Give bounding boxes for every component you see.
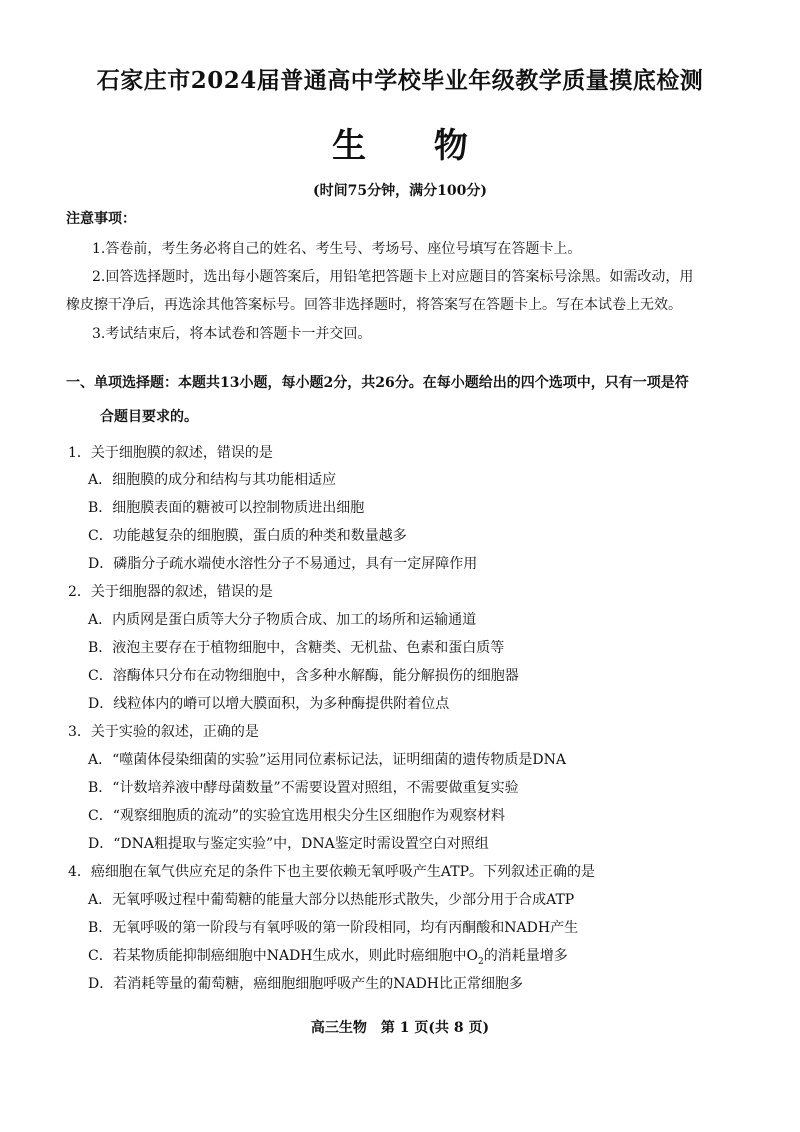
question-2-option-d: D．线粒体内的嵴可以增大膜面积，为多种酶提供附着位点 [88,696,450,712]
notice-item-2-line-2: 橡皮擦干净后，再选涂其他答案标号。回答非选择题时，将答案写在答题卡上。写在本试卷上无效。 [66,297,682,313]
oxygen-subscript: 2 [477,956,484,967]
question-1-option-a: A．细胞膜的成分和结构与其功能相适应 [88,472,337,488]
question-3-option-c: C．“观察细胞质的流动”的实验宜选用根尖分生区细胞作为观察材料 [88,808,506,824]
section-heading-line-2: 合题目要求的。 [100,409,198,425]
subject-title: 生 物 [332,126,496,166]
question-2-option-c: C．溶酶体只分布在动物细胞中，含多种水解酶，能分解损伤的细胞器 [88,668,519,684]
exam-title: 石家庄市2024届普通高中学校毕业年级教学质量摸底检测 [96,67,704,94]
time-info: (时间75分钟，满分100分) [313,183,487,199]
question-4-option-b: B．无氧呼吸的第一阶段与有氧呼吸的第一阶段相同，均有丙酮酸和NADH产生 [88,920,579,936]
question-2-option-b: B．液泡主要存在于植物细胞中，含糖类、无机盐、色素和蛋白质等 [88,640,505,656]
question-3-option-b: B．“计数培养液中酵母菌数量”不需要设置对照组，不需要做重复实验 [88,780,519,796]
question-4-option-c-tail: 的消耗量增多 [483,948,568,964]
question-2-option-a: A．内质网是蛋白质等大分子物质合成、加工的场所和运输通道 [88,612,477,628]
notice-item-1: 1.答卷前，考生务必将自己的姓名、考生号、考场号、座位号填写在答题卡上。 [92,241,582,257]
question-2-stem: 2．关于细胞器的叙述，错误的是 [68,584,273,600]
section-heading-line-1: 一、单项选择题：本题共13小题，每小题2分，共26分。在每小题给出的四个选项中，只有一项是符 [66,375,689,391]
notice-heading: 注意事项： [66,211,136,227]
question-4-stem: 4．癌细胞在氧气供应充足的条件下也主要依赖无氧呼吸产生ATP。下列叙述正确的是 [68,864,596,880]
question-3-option-a: A．“噬菌体侵染细菌的实验”运用同位素标记法，证明细菌的遗传物质是DNA [88,752,567,768]
question-3-option-d: D．“DNA粗提取与鉴定实验”中，DNA鉴定时需设置空白对照组 [88,836,489,852]
question-1-stem: 1．关于细胞膜的叙述，错误的是 [68,445,273,461]
question-4-option-c [88,945,568,967]
question-4-option-a: A．无氧呼吸过程中葡萄糖的能量大部分以热能形式散失，少部分用于合成ATP [88,892,575,908]
question-3-stem: 3．关于实验的叙述，正确的是 [68,724,259,740]
question-1-option-d: D．磷脂分子疏水端使水溶性分子不易通过，具有一定屏障作用 [88,556,478,572]
question-1-option-c: C．功能越复杂的细胞膜，蛋白质的种类和数量越多 [88,528,407,544]
question-4-option-c-text: C．若某物质能抑制癌细胞中NADH生成水，则此时癌细胞中O [88,948,478,964]
notice-item-2-line-1: 2.回答选择题时，选出每小题答案后，用铅笔把答题卡上对应题目的答案标号涂黑。如需改动，用 [92,269,694,285]
page-footer: 高三生物 第 1 页(共 8 页) [310,1020,490,1036]
notice-item-3: 3.考试结束后，将本试卷和答题卡一并交回。 [92,326,372,342]
question-4-option-d: D．若消耗等量的葡萄糖，癌细胞细胞呼吸产生的NADH比正常细胞多 [88,976,524,992]
question-1-option-b: B．细胞膜表面的糖被可以控制物质进出细胞 [88,500,365,516]
